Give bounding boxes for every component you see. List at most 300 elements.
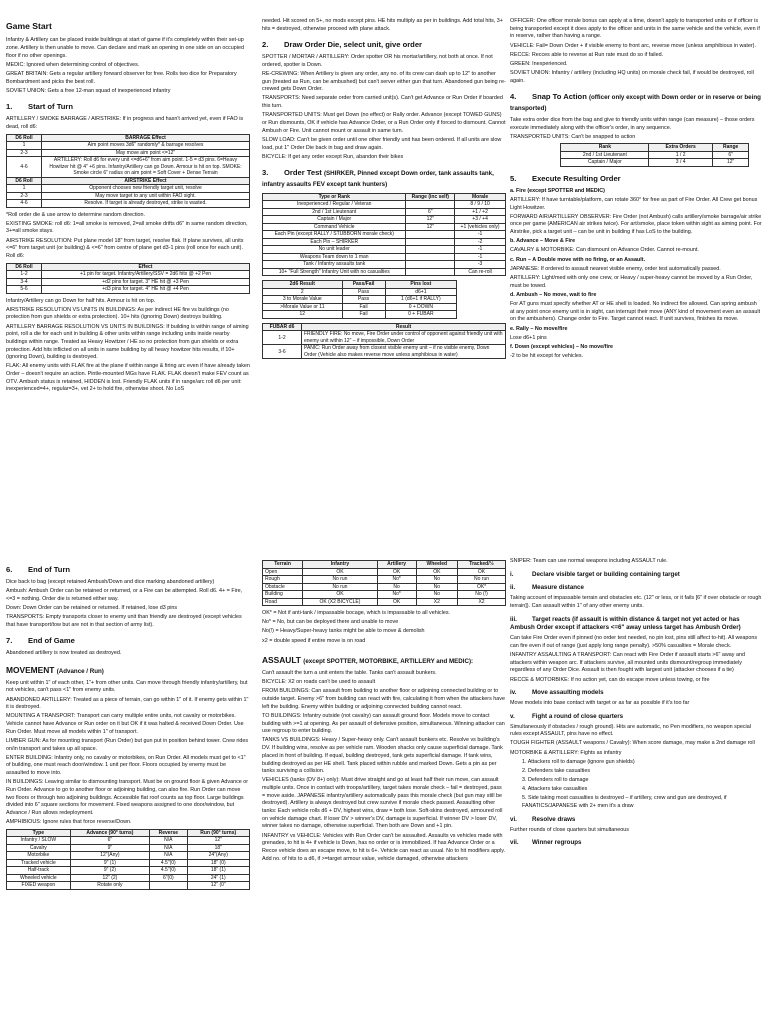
- step-number: ii.: [510, 584, 516, 592]
- table-row: [263, 238, 506, 246]
- step-number: iv.: [510, 689, 517, 697]
- order-item-text: ARTILLERY: Light/med with only one crew, or Heavy / super-heavy cannot be moved by a Run Order, must be towed.: [510, 274, 753, 289]
- table-row: [263, 345, 506, 359]
- table-cell: 12": [187, 837, 250, 845]
- table-cell: 6": [406, 208, 455, 216]
- section-subtitle: (SHIRKER, Pinned except Down order, tank assaults tank, infantry assaults FEV except tank hunters): [262, 170, 494, 189]
- section-number: 3.: [262, 168, 269, 178]
- rule-para: ABANDONED ARTILLERY: Treated as a piece of terrain, can go within 1" of it. If enemy gets within 1" it is destroyed.: [6, 696, 249, 711]
- table-cell: 0 + FUBAR: [385, 311, 457, 319]
- table-cell: Pass: [342, 296, 385, 304]
- table-cell: No (!): [458, 591, 506, 599]
- assault-step-heading: [510, 571, 762, 580]
- table-cell: Tank / Infantry assaults tank: [263, 261, 406, 269]
- rule-para: VEHICLE: Fail= Down Order + if visible enemy to front arc, reverse move (unless amphibious in water).: [510, 42, 756, 49]
- table-row: [7, 867, 250, 875]
- order-item-text: JAPANESE: If ordered to assault nearest visible enemy, order test automatically passed.: [510, 265, 721, 272]
- table-cell: No: [416, 591, 458, 599]
- step-text: INFANTRY ASSAULTING A TRANSPORT: Can react with Fire Order if assault starts >6" away and attackers within weapon arc. If attackers survive, all mounted units dismount/regroup immediately regardless of any Order Dice. Assault is then fought with largest unit (attacker chooses if a tie): [510, 652, 745, 674]
- rule-para: OFFICER: One officer morale bonus can apply at a time, doesn't apply to transported units or if officer is being transported except it does apply to the officer and units in the same vehicle and the vehicle, even if in reserve, rather than having a range.: [510, 18, 760, 40]
- step-title: Resolve draws: [532, 815, 576, 823]
- table-cell: [406, 201, 455, 209]
- table-cell: d6+1: [385, 288, 457, 296]
- table-cell: -1: [455, 231, 506, 239]
- table-cell: 1-2: [7, 271, 42, 279]
- table-cell: Opponent chooses new friendly target unit, resolve: [42, 185, 250, 193]
- section-number: 7.: [6, 636, 13, 646]
- table-cell: 3 to Morale Value: [263, 296, 343, 304]
- table-cell: 1 / 2: [649, 151, 712, 159]
- table-row: [263, 583, 506, 591]
- table-cell: May move aim point <=12": [42, 149, 250, 157]
- table-cell: +d3 pins for target. 4" HE hit @ +4 Pen: [42, 286, 250, 294]
- step-text: TOUGH FIGHTER (ASSAULT weapons / Cavalry): When score damage, may make a 2nd damage roll: [510, 740, 755, 747]
- table-cell: 1: [7, 185, 42, 193]
- table-header: Run (90° turns): [187, 829, 250, 837]
- table-cell: 24"(Any): [187, 852, 250, 860]
- table-cell: +3 / +4: [455, 216, 506, 224]
- rule-para: BICYCLE: If get any order except Run, abandon their bikes: [262, 153, 404, 160]
- table-row: [7, 149, 250, 157]
- order-item-text: CAVALRY & MOTORBIKE: Can dismount on Advance Order. Cannot re-mount.: [510, 247, 699, 254]
- table-header: Type: [7, 829, 71, 837]
- table-cell: 12": [406, 223, 455, 231]
- table-header: Rank: [561, 144, 649, 152]
- table-cell: 9" (2): [70, 867, 149, 875]
- section-number: 1.: [6, 102, 13, 112]
- note-para: ARTILLERY BARRAGE RESOLUTION VS UNITS IN BUILDINGS: If building is within range of aiming point, roll a die for each unit in building & other units within range including units inside nearby buildings within range. Treated as Heavy Howitzer / HE so no protection from gun shields or extra protection. Add hits inflicted on all units in same building by all heavy howitzer hits results, if 10+ (ignoring Down), building is destroyed.: [6, 323, 249, 361]
- table-cell: No*: [377, 591, 416, 599]
- table-cell: No run: [303, 576, 378, 584]
- section-title: End of Game: [28, 636, 75, 646]
- table-cell: X2: [416, 598, 458, 606]
- section-title: MOVEMENT: [6, 664, 55, 675]
- note-para: AIRSTRIKE RESOLUTION VS UNITS IN BUILDINGS: As per indirect HE fire vs buildings (no protection from gun shields or extra protection). 10+ hits (ignoring Down) destroys building.: [6, 306, 229, 321]
- rule-para: Dice back to bag (except retained Ambush/Down and dice marking abandoned artillery): [6, 578, 215, 585]
- table-cell: 12": [712, 159, 749, 167]
- order-item-heading: c. Run – A Double move with no firing, or an Assault.: [510, 256, 646, 263]
- rule-para: IN BUILDINGS: Leaving similar to dismounting transport. Must be on ground floor & given Advance or Run Order. Advance to go to another floor or adjoining building, can also fire. Run Order can move two floors or through two adjoining buildings. Accessible flat roof counts as top floor. Large buildings divided into 6" square sections for movement. Fixed weapons assigned to one door/window, but Advance / Run allows redeployment.: [6, 779, 249, 816]
- order-item-text: -2 to be hit except for vehicles.: [510, 353, 584, 360]
- order-item-text: For AT guns must specify whether AT or HE shell is loaded. No indirect fire allowed. Can spring ambush at any point once enemy unit is in sight, can interrupt their move (ANY kind of movement even an assault on the ambushers). Change order to Fire. Target cannot react. If unit survives, finishes its move.: [510, 301, 761, 323]
- table-cell: 12" (2): [70, 874, 149, 882]
- table-row: [7, 278, 250, 286]
- table-row: [263, 303, 457, 311]
- intro-para: SOVIET UNION: Gets a free 12-man squad of inexperienced infantry: [6, 87, 171, 94]
- table-cell: May move target to any unit within FAO sight.: [42, 192, 250, 200]
- table-row: [263, 216, 506, 224]
- table-cell: Inexperienced / Regular / Veteran: [263, 201, 406, 209]
- order-item-heading: d. Ambush – No move, wait to fire: [510, 291, 597, 298]
- table-cell: [406, 253, 455, 261]
- column-2-top: [262, 18, 506, 530]
- intro-para: Infantry & Artillery can be placed inside buildings at start of game if it's completely within their set-up zone. Artillery is then unable to move. Can declare and mark an opening in one side on an occupied floor if no other openings.: [6, 37, 244, 59]
- table-cell: Rotate only: [70, 882, 149, 890]
- rule-para: TRANSPORTS: Empty transports closer to enemy unit than friendly are destroyed (except vehicles that have transport/tow but are not in that section of army list).: [6, 613, 242, 628]
- table-cell: [406, 231, 455, 239]
- table-cell: 4.5"(0): [150, 859, 187, 867]
- table-cell: [406, 268, 455, 276]
- intro-para: MEDIC: Ignored when determining control of objectives.: [6, 61, 140, 68]
- table-cell: 2nd / 1st Lieutenant: [561, 151, 649, 159]
- table-cell: +1 (vehicles only): [455, 223, 506, 231]
- table-cell: -1: [455, 246, 506, 254]
- table-header: D6 Roll: [7, 263, 42, 271]
- step-text: Taking account of impassable terrain and obstacles etc. (12" or less, or it fails [6" if over obstacle or rough terrain]). Can assault within 1" of any other enemy units.: [510, 595, 762, 609]
- table-header: D6 Roll: [7, 134, 42, 142]
- end-of-game-heading: [6, 636, 250, 647]
- section-number: 5.: [510, 173, 517, 183]
- table-header: Terrain: [263, 561, 303, 569]
- table-cell: 2nd / 1st Lieutenant: [263, 208, 406, 216]
- table-row: [7, 844, 250, 852]
- table-cell: Fail: [342, 311, 385, 319]
- order-test-heading: [262, 168, 506, 190]
- order-item-heading: a. Fire (except SPOTTER and MEDIC): [510, 187, 605, 194]
- table-cell: FRIENDLY FIRE: No move, Fire Order under control of opponent against friendly unit with enemy unit within 12" – if impossible, Down Order: [302, 331, 506, 345]
- table-row: [7, 185, 250, 193]
- table-cell: 5-6: [7, 286, 42, 294]
- table-header: Pass/Fail: [342, 281, 385, 289]
- table-cell: Motorbike: [7, 852, 71, 860]
- step-number: i.: [510, 570, 514, 578]
- table-cell: 1: [7, 142, 42, 150]
- rule-para: FROM BUILDINGS: Can assault from building to another floor or adjoining connected building or to outside target. Enemy >6" from building can react with fire, calculating it from when the attackers have left the building. Enemy within building or adjoining connected building cannot react.: [262, 688, 505, 710]
- assault-step-heading: [510, 713, 762, 722]
- order-list: [510, 188, 762, 361]
- table-row: [263, 223, 506, 231]
- rule-para: RE-CREWING: When Artillery is given any order, any no. of its crew can dash up to 12" to another gun (treated as Run, can be ambushed) but can't server either gun that turn. Abandoned gun being re-crewed gets Down Order.: [262, 70, 506, 93]
- morale-table: [262, 193, 506, 277]
- table-cell: Building: [263, 591, 303, 599]
- table-cell: Weapons Team down to 1 man: [263, 253, 406, 261]
- step-text: MOTORBIKE & ARTILLERY: Fights as infantry: [510, 749, 622, 756]
- table-cell: OK (X2 BICYCLE): [303, 598, 378, 606]
- table-cell: 2-3: [7, 149, 42, 157]
- table-cell: Tracked vehicle: [7, 859, 71, 867]
- rule-para: TRANSPORTS: Need separate order from carried unit(s). Can't get Advance or Run Order if boarded this turn.: [262, 95, 503, 110]
- rank-table: [560, 143, 749, 167]
- table-row: [7, 200, 250, 208]
- table-row: [7, 192, 250, 200]
- table-cell: -1: [455, 253, 506, 261]
- table-cell: OK: [458, 568, 506, 576]
- section-title: Order Test: [284, 168, 322, 178]
- step-number: v.: [510, 712, 515, 720]
- table-cell: +d2 pins for target. 3" HE hit @ +3 Pen: [42, 278, 250, 286]
- close-quarters-list: [522, 759, 762, 811]
- section-number: 4.: [510, 92, 517, 102]
- step-title: Winner regroups: [532, 839, 582, 847]
- terrain-note: x2 = double speed if entire move is on road: [262, 637, 366, 644]
- table-row: [263, 261, 506, 269]
- table-cell: 12: [263, 311, 343, 319]
- rule-para: VEHICLES (tanks (DV 8+) only): Must drive straight and go at least half their run move, can assault multiple units. Once in contact with troops/artillery, target takes morale check – fail = destroyed, pass = move aside. JAPANESE infantry/artillery automatically pass this morale check (but gun may still be destroyed). Artillery is always destroyed but crew survive if morale check passed. Assaulting other tanks: Each vehicle rolls d6 + DV, highest wins, draw = both lose. Soft-skins destroyed, armoured roll on vehicle damage chart. If loser DV > winner's DV, damage is superficial. If winner DV > loser DV, winner takes no damage, otherwise superficial. Then both are Down and +1 pin.: [262, 777, 503, 830]
- table-cell: Road: [263, 598, 303, 606]
- table-cell: OK: [377, 568, 416, 576]
- table-cell: [406, 261, 455, 269]
- end-of-turn-heading: [6, 565, 250, 576]
- step-title: Target reacts (if assault is within distance & target not yet acted or has Ambush Order except if attackers <=6" away unless target has Ambush Order): [510, 615, 741, 632]
- note-para: *Roll order die & use arrow to determine random direction.: [6, 211, 146, 218]
- assault-step-heading: [510, 816, 762, 825]
- table-cell: +1 pin for target. Infantry/Artillery/SSV = 2d6 hits @ +2 Pen: [42, 271, 250, 279]
- table-cell: No: [416, 576, 458, 584]
- terrain-note: No(!) = Heavy/Super-heavy tanks might be able to move & demolish: [262, 628, 425, 635]
- table-header: AIRSTRIKE Effect: [42, 177, 250, 185]
- table-cell: Open: [263, 568, 303, 576]
- table-cell: 18" (0): [187, 859, 250, 867]
- execute-order-heading: [510, 174, 762, 185]
- table-cell: 1 (d6+1 if RALLY): [385, 296, 457, 304]
- table-row: [561, 159, 749, 167]
- table-header: Tracked/½: [458, 561, 506, 569]
- terrain-note: OK* = Not if anti-tank / impassable bocage, which is impassable to all vehicles.: [262, 610, 451, 616]
- rule-para: AMPHIBIOUS: Ignore rules that force reverse/Down.: [6, 819, 132, 826]
- table-header: Wheeled: [416, 561, 458, 569]
- table-cell: Cavalry: [7, 844, 71, 852]
- step-text: RECCE & MOTORBIKE: If no action yet, can do escape move unless towing, or fire: [510, 676, 710, 683]
- table-cell: Resolve. If target is already destroyed, strike is wasted.: [42, 200, 250, 208]
- list-item: 3. Defenders roll to damage: [522, 777, 589, 784]
- lead-para: needed. Hit scored on 5+, no mods except pins. HE hits multiply as per in buildings. Add total hits, 3+ hits = destroyed, otherwise proceed with plane attack.: [262, 18, 503, 32]
- table-cell: 4-6: [7, 200, 42, 208]
- start-of-turn-heading: [6, 102, 250, 113]
- rule-para: SLOW LOAD: Can't be given order until one other friendly unit has been ordered. If all units are slow load, put 1" Order Die back in bag and draw again.: [262, 136, 502, 151]
- table-cell: Rough: [263, 576, 303, 584]
- table-cell: N/A: [150, 852, 187, 860]
- section-title: Start of Turn: [28, 102, 73, 112]
- step-text: Move models into base contact with target or as far as possible if it's too far: [510, 700, 690, 707]
- step-text: Simultaneously if obstacles / rough ground). Hits are automatic, no Pen modifiers, no weapon special rules except ASSAULT, pins have no effect.: [510, 723, 751, 738]
- table-cell: Pass: [342, 288, 385, 296]
- table-row: [263, 568, 506, 576]
- rule-para: INFANTRY vs VEHICLE: Vehicles with Run Order can't be assaulted. Assaults vs vehicles made with grenades, to hit is 4+ if vehicle is Down, has no order or is immobilized. If has Advance Order or a Recce vehicle does an escape move, to hit is 6+. Vehicle can react as usual. No to hit modifiers apply. Add no. of hits to a d6, if >=target armour value, vehicle damaged, otherwise attackers: [262, 832, 506, 862]
- table-cell: 12": [406, 216, 455, 224]
- column-3-top: [510, 18, 762, 530]
- order-item-text: Lose d6+1 pins: [510, 334, 547, 341]
- table-row: [263, 201, 506, 209]
- order-item-heading: f. Down (except vehicles) – No move/fire: [510, 343, 614, 350]
- table-cell: Wheeled vehicle: [7, 874, 71, 882]
- table-cell: FIXED weapon: [7, 882, 71, 890]
- table-cell: 24" (1): [187, 874, 250, 882]
- table-cell: OK*: [458, 583, 506, 591]
- rule-para: BICYCLE: X2 on roads can't be used to assault: [262, 679, 376, 686]
- table-cell: No run: [458, 576, 506, 584]
- table-header: Range (inc self): [406, 193, 455, 201]
- terrain-note: No* = No, but can be deployed there and unable to move: [262, 619, 399, 626]
- rule-para: TRANSPORTED UNITS: Can't be snapped to action: [510, 133, 636, 140]
- table-cell: Each Pin – SHIRKER: [263, 238, 406, 246]
- table-row: [7, 852, 250, 860]
- table-row: [263, 331, 506, 345]
- rule-para: RECCE: Recces able to reverse at Run rate must do so if failed.: [510, 51, 664, 58]
- list-item: 1. Attackers roll to damage (ignore gun shields): [522, 758, 635, 765]
- section-title: ASSAULT: [262, 655, 301, 666]
- section-number: 6.: [6, 565, 13, 574]
- table-cell: 2-3: [7, 192, 42, 200]
- rule-para: Take extra order dice from the bag and give to friendly units within range (can measure) – those orders execute immediately along with the officer's order, in any sequence.: [510, 116, 755, 131]
- table-cell: No run: [303, 583, 378, 591]
- table-cell: 6"(0): [150, 874, 187, 882]
- table-cell: [406, 238, 455, 246]
- table-row: [263, 576, 506, 584]
- step-title: Fight a round of close quarters: [532, 712, 624, 720]
- table-header: Pins lost: [385, 281, 457, 289]
- table-row: [263, 268, 506, 276]
- table-header: BARRAGE Effect: [42, 134, 250, 142]
- rule-para: SNIPER: Team can use normal weapons including ASSAULT rule.: [510, 558, 668, 564]
- note-para: AIRSTRIKE RESOLUTION: Put plane model 18" from target, resolve flak. If plane survives, all units <=6" from target unit (or building) & <=6" from centre of plane get d3-1 pins (roll once for each unit). Roll d6:: [6, 237, 244, 259]
- rule-para: Abandoned artillery is now treated as destroyed.: [6, 650, 122, 657]
- column-1-top: [6, 18, 250, 530]
- rule-para: GREEN: Inexperienced.: [510, 60, 568, 67]
- table-row: [7, 859, 250, 867]
- table-header: Extra Orders: [649, 144, 712, 152]
- list-item: 4. Attackers take casualties: [522, 786, 588, 793]
- table-cell: -2: [455, 238, 506, 246]
- table-cell: 9" (1): [70, 859, 149, 867]
- table-cell: N/A: [150, 844, 187, 852]
- step-number: vi.: [510, 815, 517, 823]
- section-number: 2.: [262, 40, 269, 50]
- assault-step-heading: [510, 689, 762, 698]
- table-cell: Can re-roll: [455, 268, 506, 276]
- table-header: FUBAR d6: [263, 323, 302, 331]
- assault-heading: [262, 655, 506, 667]
- table-cell: No unit leader: [263, 246, 406, 254]
- step-number: vii.: [510, 839, 519, 847]
- table-header: Infantry: [303, 561, 378, 569]
- table-row: [263, 591, 506, 599]
- table-cell: Infantry / SLOW: [7, 837, 71, 845]
- table-cell: 12" (0": [187, 882, 250, 890]
- rule-para: SPOTTER / MORTAR / ARTILLERY: Order spotter OR his mortar/artillery, not both at once. If not ordered, spotter is Down.: [262, 54, 493, 68]
- list-item: 2. Defenders take casualties: [522, 767, 591, 774]
- intro-para: GREAT BRITAIN: Gets a regular artillery forward observer for free. Rolls two dice for Preparatory Bombardment and picks the best roll.: [6, 70, 237, 85]
- table-cell: Aim point moves 3d6" randomly* & barrage resolves: [42, 142, 250, 150]
- step-title: Declare visible target or building containing target: [532, 570, 680, 578]
- section-subtitle: (Advance / Run): [56, 667, 104, 675]
- movement-speed-table: [6, 829, 250, 890]
- table-cell: 18": [187, 844, 250, 852]
- table-cell: >Morale Value or 11: [263, 303, 343, 311]
- section-title: Draw Order Die, select unit, give order: [284, 40, 422, 50]
- table-cell: PANIC: Run Order away from closest visible enemy unit – if no visible enemy, Down Order (Vehicle also makes reverse move unless amphibious in water): [302, 345, 506, 359]
- table-cell: 3 / 4: [649, 159, 712, 167]
- section-title: Execute Resulting Order: [532, 173, 621, 183]
- rule-para: MOUNTING A TRANSPORT: Transport can carry multiple entire units, not cavalry or motorbikes. Vehicle cannot have Advance or Run order on it but OK if it was halted & received Down Order. Use Run Order. Must move all models within 1" of transport.: [6, 713, 244, 735]
- rule-para: ENTER BUILDING: Infantry only, no cavalry or motorbikes, on Run Order. All models must get to <1" of building, one must reach door/window. 1 unit per floor. Floors occupied by enemy must be assaulted to move into.: [6, 754, 246, 777]
- section-title: End of Turn: [28, 565, 71, 574]
- table-header: Artillery: [377, 561, 416, 569]
- rule-para: Keep unit within 1" of each other, 1"+ from other units. Can move through friendly infantry/artillery, but not vehicles, can't pass <1" from enemy units.: [6, 679, 248, 694]
- table-cell: OK: [416, 568, 458, 576]
- table-cell: 2: [263, 288, 343, 296]
- table-cell: OK: [303, 568, 378, 576]
- snap-to-action-heading: [510, 92, 762, 114]
- table-row: [561, 151, 749, 159]
- table-cell: 8 / 9 / 10: [455, 201, 506, 209]
- rule-para: TANKS VS BUILDINGS: Heavy / Super-heavy only. Can't assault bunkers etc. Resolve vs building's DV. If building wins, resolve as per vehicle ram. Wooden shacks only cause superficial damage. Tank placed in front of building. If equal, building destroyed, tank gets superficial damage. If tank wins, building destroyed as per HE shell. Tank placed within rubble and marked Down. Gets a pin as per tanks surviving a collision.: [262, 737, 503, 775]
- table-cell: ARTILLERY: Roll d6 for every unit <=d6+6" from aim point. 1-5 = d3 pins. 6=Heavy Howitzer hit @ 4" +6 pins. Infantry/Artillery can go Down. Armour is hit on top. SMOKE: Smoke circle 6" radius on aim point = Soft Cover + Dense Terrain: [42, 157, 250, 178]
- table-header: D6 Roll: [7, 177, 42, 185]
- table-cell: Command Vehicle: [263, 223, 406, 231]
- step-title: Measure distance: [532, 584, 584, 592]
- table-header: Result: [302, 323, 506, 331]
- terrain-table: [262, 560, 506, 606]
- table-cell: 12"(Any): [70, 852, 149, 860]
- table-header: 2d6 Result: [263, 281, 343, 289]
- column-3-bottom: [510, 558, 762, 1024]
- table-cell: -3: [455, 261, 506, 269]
- order-item-text: FORWARD AIR/ARTILLERY OBSERVER: Fire Order (not Ambush) calls artillery/smoke barrage/air strike once per game (AMERICAN air strikes twice). For art/smoke, place token within sight as aiming point. For Airstrike, pick a target unit – can be unit in building if has LoS to the building.: [510, 213, 762, 236]
- table-cell: 18" (1): [187, 867, 250, 875]
- table-cell: OK: [377, 598, 416, 606]
- barrage-table: [6, 134, 250, 208]
- table-cell: No: [416, 583, 458, 591]
- assault-step-heading: [510, 839, 762, 848]
- table-cell: Captain / Major: [263, 216, 406, 224]
- rule-para: SOVIET UNION: Infantry / artillery (including HQ units) on morale check fail, if would be destroyed, roll again.: [510, 70, 754, 84]
- rule-para: TO BUILDINGS: Infantry outside (not cavalry) can assault ground floor. Models move to contact building with >=1 at opening. As per assault of defensive position, simultaneous. Winning attacker can use regroup to enter building.: [262, 712, 505, 735]
- movement-heading: [6, 665, 250, 677]
- table-row: [7, 157, 250, 178]
- order-item-heading: e. Rally – No move/fire: [510, 325, 568, 332]
- table-cell: OK: [303, 591, 378, 599]
- table-row: [263, 598, 506, 606]
- step-number: iii.: [510, 615, 517, 623]
- section-subtitle: (officer only except with Down order or in reserve or being transported): [510, 94, 761, 113]
- table-cell: X2: [458, 598, 506, 606]
- table-cell: [150, 882, 187, 890]
- assault-step-heading: [510, 616, 762, 634]
- note-para: FLAK: All enemy units with FLAK fire at the plane if within range & firing arc even if have already taken Order – doesn't require an action. Pintle-mounted MGs have FLAK. FLAK doesn't make FEV count as OTV. Ambush status is retained, HIDDEN is lost. Friendly FLAK units if in range/arc roll d6 per unit: inexperienced=4+, regular=3+, vet 2+ to hold fire, otherwise shoot. No LoS: [6, 363, 250, 393]
- table-header: Morale: [455, 193, 506, 201]
- table-row: [263, 311, 457, 319]
- start-of-turn-text: ARTILLERY / SMOKE BARRAGE / AIRSTRIKE: If in progress and hasn't arrived yet, even if FAO is dead, roll d6:: [6, 116, 244, 130]
- table-cell: 3-4: [7, 278, 42, 286]
- column-2-bottom: [262, 558, 506, 1024]
- rule-para: Can't assault the turn a unit enters the table. Tanks can't assault bunkers.: [262, 670, 437, 677]
- table-row: [263, 288, 457, 296]
- table-row: [7, 142, 250, 150]
- order-result-table: [262, 280, 457, 319]
- table-cell: 1-2: [263, 331, 302, 345]
- table-cell: +1 / +2: [455, 208, 506, 216]
- draw-order-heading: [262, 40, 506, 51]
- table-cell: No*: [377, 576, 416, 584]
- table-cell: 0 + DOWN: [385, 303, 457, 311]
- column-1-bottom: [6, 558, 250, 1024]
- table-cell: 6": [712, 151, 749, 159]
- table-row: [263, 231, 506, 239]
- step-text: Can take Fire Order even if pinned (no order test needed, no pin lost, pins still affect to-hit). All weapons can fire even if out of range (just apply long range penalty). >50% casualties = Morale check.: [510, 635, 758, 649]
- order-item-heading: b. Advance – Move & Fire: [510, 238, 576, 245]
- table-row: [7, 271, 250, 279]
- rule-para: Ambush: Ambush Order can be retained or returned, or a Fire can be attempted. Roll d6. 4+ = Fire, <=3 = nothing. Order die is returned either way.: [6, 587, 243, 602]
- rule-para: TRANSPORTED UNITS: Must get Down (no effect) or Rally order. Advance (except TOWED GUNS) or Run dismounts, OK if vehicle has Advance Order, or a Run Order only if forced to dismount. Cannot Ambush or Fire. Unit cannot mount or assault in same turn.: [262, 112, 506, 134]
- step-text: Further rounds of close quarters but simultaneous: [510, 826, 629, 833]
- table-cell: Half-track: [7, 867, 71, 875]
- table-row: [7, 874, 250, 882]
- table-cell: Fail: [342, 303, 385, 311]
- table-row: [7, 837, 250, 845]
- rule-para: LIMBER GUN: As for mounting transport (Run Order) but gun put in position behind tower. Crew rides on/in transport and takes up all space.: [6, 737, 249, 752]
- table-row: [7, 286, 250, 294]
- table-cell: 4.5"(0): [150, 867, 187, 875]
